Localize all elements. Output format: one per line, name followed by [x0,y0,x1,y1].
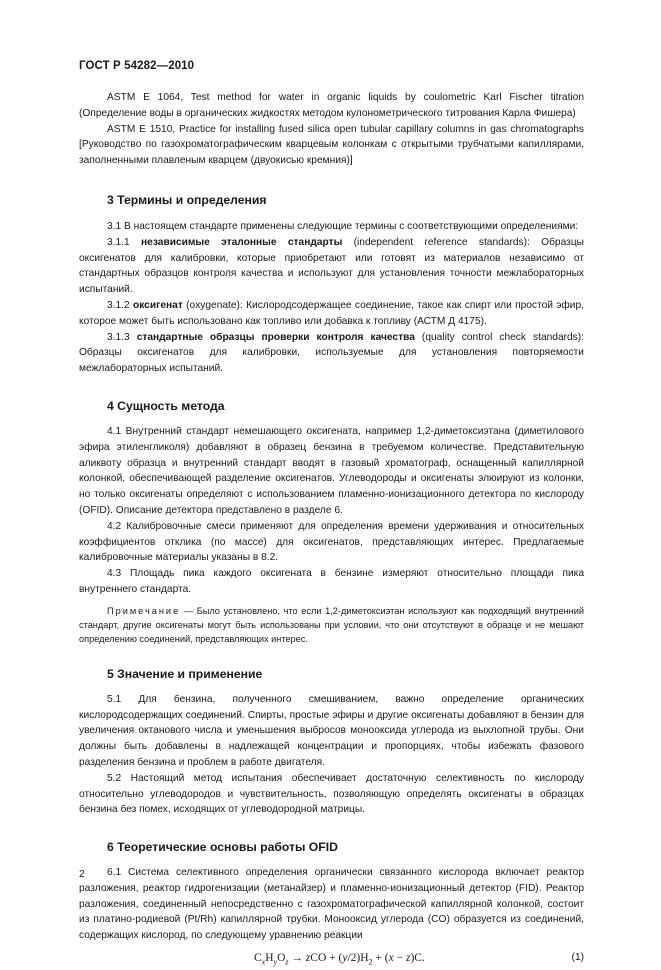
section-heading: 6 Теоретические основы работы OFID [107,840,338,855]
reference-item: ASTM E 1064, Test method for water in organic liquids by coulometric Karl Fischer titration (Определение воды в органических жидкостях методом кулонометрического титрования Карла Фишера) [79,92,584,119]
reaction-equation: $C_xH_yO_z$ → zCO + $(y/2)H_2 + (x - z)C$. [254,952,425,967]
paragraph: 4.2 Калибровочные смеси применяют для определения времени удерживания и относительных коэффициентов отклика (по массе) для оксигенатов, представляющих интерес. Предлагаемые калибровочные материалы указаны в 8.2. [79,520,584,564]
equation-row [79,952,584,970]
term-definition: 3.1.2 оксигенат (oxygenate): Кислородсодержащее соединение, такое как спирт или простой эфир, которое может быть использовано как топливо или добавка к топливу (АСТМ Д 4175). [79,299,584,327]
paragraph: 3.1 В настоящем стандарте применены следующие термины с соответствующими определениями: [107,220,579,232]
paragraph: 5.1 Для бензина, полученного смешиванием, важно определение органических кислородсодержащих соединений. Спирты, простые эфиры и другие оксигенаты добавляют в бензин для увеличения октанового числа и уменьшения выбросов монооксида углерода из выхлопной трубы. Они должны быть добавлены в надлежащей концентрации и пропорциях, чтобы избежать фазового разделения бензина и проблем в работе двигателя. [79,693,584,768]
note: Примечание — Было установлено, что если 1,2-диметоксиэтан используют как подходящий внутренний стандарт, другие оксигенаты могут быть использованы при условии, что они отсутствуют в образце и не мешают определению соединений, представляющих интерес. [79,605,584,644]
term: стандартные образцы проверки контроля качества [136,331,415,343]
page-number: 2 [79,868,85,880]
section-heading: 5 Значение и применение [107,666,263,681]
note-label: Примечание [107,605,181,616]
term-definition: 3.1.3 стандартные образцы проверки контроля качества (quality control check standards): Образцы оксигенатов для калибровки, используемые для установления повторяемости межлабораторных испытаний. [79,331,584,375]
equation-number: (1) [571,952,584,964]
page-content [79,90,584,970]
paragraph: 6.1 Система селективного определения органически связанного кислорода включает реактор разложения, реактор гидрогенизации (метанайзер) и пламенно-ионизационный детектор (FID). Реактор разложения, соединенный непосредственно с газохроматографической капиллярной колонкой, состоит из платино-родиевой (Pt/Rh) капиллярной трубки. Монооксид углерода (CO) образуется из соединений, содержащих кислород, по следующему уравнению реакции [79,867,584,942]
page-header: ГОСТ Р 54282—2010 [79,60,195,72]
term-definition: 3.1.1 независимые эталонные стандарты (independent reference standards): Образцы оксигенатов для калибровки, которые приобретают или готовят из материалов независимо от стандартных образцов контроля качества и используют для установления точности межлабораторных испытаний. [79,236,584,296]
section-heading: 3 Термины и определения [107,192,267,207]
section-heading: 4 Сущность метода [107,398,225,413]
paragraph: 5.2 Настоящий метод испытания обеспечивает достаточную селективность по кислороду относительно углеводородов и чувствительность, позволяющую определять оксигенаты в образцах бензина без помех, исходящих от углеводородной матрицы. [79,772,584,816]
paragraph: 4.1 Внутренний стандарт немешающего оксигената, например 1,2-диметоксиэтана (диметилового эфира этиленгликоля) добавляют в образец бензина в требуемом количестве. Представительную аликвоту образца и внутренний стандарт вводят в газовый хроматограф, оснащенный капиллярной колонкой, обеспечивающей разделение оксигенатов. Углеводороды и оксигенаты элюируют из колонки, но только оксигенаты определяют с использованием пламенно-ионизационного детектора по кислороду (OFID). Описание детектора представлено в разделе 6. [79,425,584,516]
paragraph: 4.3 Площадь пика каждого оксигената в бензине измеряют относительно площади пика внутреннего стандарта. [79,568,584,595]
reference-item: ASTM E 1510, Practice for installing fused silica open tubular capillary columns in gas chromatographs [Руководство по газохроматографическим кварцевым колонкам с открытыми трубчатыми капиллярами, заполненными плавленым кварцем (двуокисью кремния)] [79,123,584,167]
term: независимые эталонные стандарты [141,236,343,248]
term: оксигенат [132,299,183,311]
